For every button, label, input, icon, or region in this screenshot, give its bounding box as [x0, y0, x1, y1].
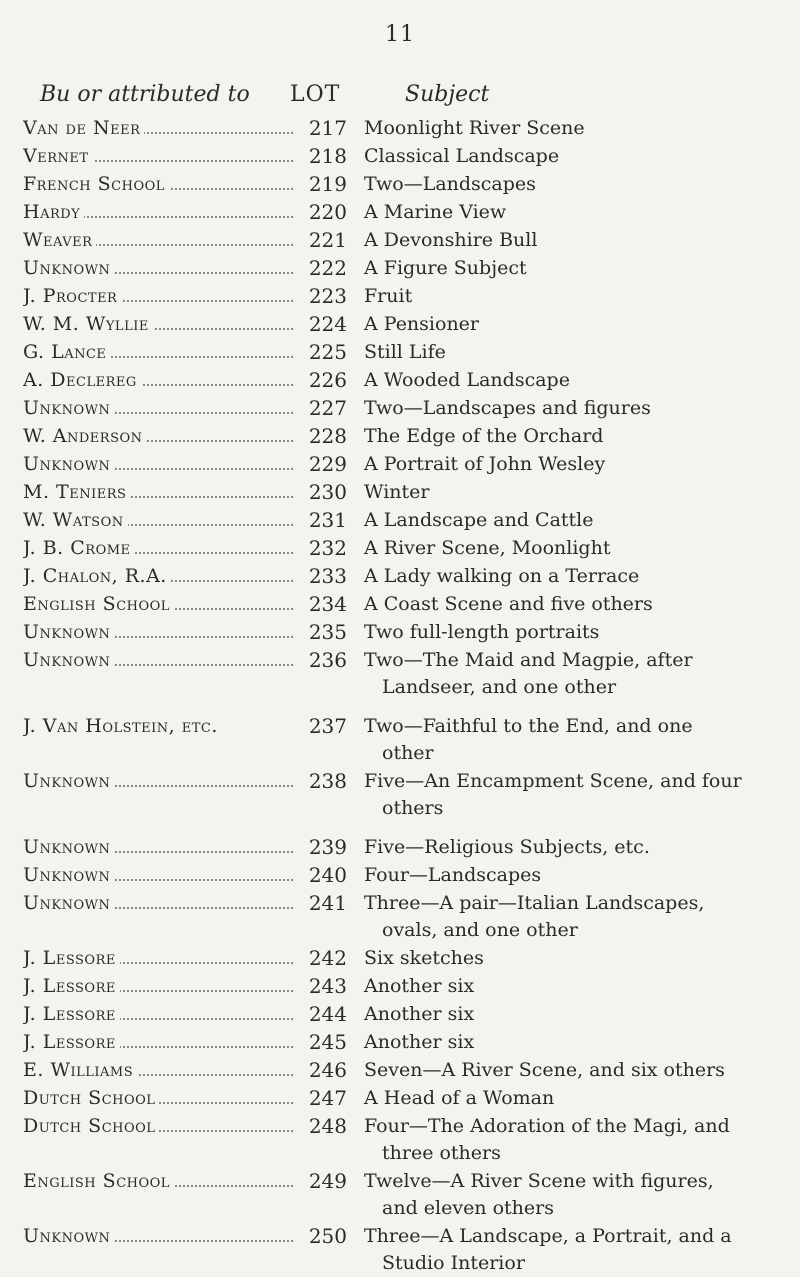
lot-row [0, 889, 800, 944]
subject-cell [364, 562, 784, 590]
subject-text: Three—A pair—Italian Landscapes, [364, 892, 705, 914]
subject-text: Still Life [364, 341, 446, 363]
artist-cell [23, 1167, 293, 1195]
lot-number: 246 [308, 1058, 347, 1082]
subject-cell [364, 506, 784, 534]
subject-text: Three—A Landscape, a Portrait, and a [364, 1225, 732, 1247]
subject-text: A Coast Scene and five others [364, 593, 653, 615]
lot-number: 236 [308, 648, 347, 672]
lot-number: 226 [308, 368, 347, 392]
artist-column-header: Bu or attributed to [40, 82, 250, 107]
artist-name: Unknown [23, 257, 114, 279]
lot-number: 230 [308, 480, 347, 504]
artist-name: W. M. Wyllie [23, 313, 153, 335]
lot-number: 227 [308, 396, 347, 420]
lot-row [0, 338, 800, 366]
artist-name: G. Lance [23, 341, 110, 363]
subject-cell [364, 198, 784, 226]
artist-cell [23, 170, 293, 198]
column-headers [0, 82, 800, 112]
lot-row [0, 861, 800, 889]
subject-cell [364, 282, 784, 310]
subject-cell [364, 1084, 784, 1112]
subject-text: A Head of a Woman [364, 1087, 555, 1109]
subject-text: A Portrait of John Wesley [364, 453, 606, 475]
lot-row [0, 198, 800, 226]
subject-cell [364, 889, 784, 944]
subject-cell [364, 366, 784, 394]
subject-cell [364, 1056, 784, 1084]
subject-cell [364, 338, 784, 366]
artist-cell [23, 198, 293, 226]
subject-cell [364, 767, 784, 822]
artist-cell [23, 1056, 293, 1084]
artist-cell [23, 767, 293, 795]
subject-text: A River Scene, Moonlight [364, 537, 611, 559]
artist-name: English School [23, 1170, 174, 1192]
lot-number: 229 [308, 452, 347, 476]
lot-number: 247 [308, 1086, 347, 1110]
lot-row [0, 618, 800, 646]
artist-cell [23, 646, 293, 674]
lot-row [0, 972, 800, 1000]
artist-cell [23, 310, 293, 338]
artist-cell [23, 226, 293, 254]
lot-number: 235 [308, 620, 347, 644]
artist-cell [23, 861, 293, 889]
subject-continuation: and eleven others [382, 1197, 554, 1219]
subject-cell [364, 833, 784, 861]
artist-cell [23, 450, 293, 478]
lot-row [0, 1222, 800, 1277]
subject-column-header: Subject [405, 82, 490, 107]
lot-row [0, 1000, 800, 1028]
subject-text: A Wooded Landscape [364, 369, 570, 391]
lot-number: 239 [308, 835, 347, 859]
subject-text: Two—Landscapes and figures [364, 397, 651, 419]
lot-row [0, 944, 800, 972]
artist-cell [23, 1084, 293, 1112]
lot-number: 220 [308, 200, 347, 224]
lot-row [0, 282, 800, 310]
subject-text: A Pensioner [364, 313, 480, 335]
subject-text: Twelve—A River Scene with figures, [364, 1170, 714, 1192]
artist-cell [23, 1112, 293, 1140]
lot-row [0, 1167, 800, 1222]
artist-name: E. Williams [23, 1059, 137, 1081]
subject-cell [364, 1000, 784, 1028]
lot-row [0, 712, 800, 767]
lot-number: 242 [308, 946, 347, 970]
subject-text: A Marine View [364, 201, 507, 223]
artist-name: Unknown [23, 770, 114, 792]
lot-row [0, 226, 800, 254]
artist-name: Unknown [23, 864, 114, 886]
lot-row [0, 767, 800, 822]
subject-text: A Lady walking on a Terrace [364, 565, 640, 587]
subject-continuation: others [382, 797, 444, 819]
artist-name: French School [23, 173, 169, 195]
artist-cell [23, 422, 293, 450]
lot-number: 244 [308, 1002, 347, 1026]
artist-cell [23, 972, 293, 1000]
subject-cell [364, 1028, 784, 1056]
lot-row [0, 590, 800, 618]
subject-cell [364, 590, 784, 618]
subject-text: A Landscape and Cattle [364, 509, 594, 531]
artist-name: W. Anderson [23, 425, 147, 447]
artist-cell [23, 712, 293, 740]
lot-row [0, 646, 800, 701]
subject-cell [364, 226, 784, 254]
lot-row [0, 478, 800, 506]
artist-cell [23, 618, 293, 646]
lot-list [0, 114, 800, 1277]
subject-text: Four—The Adoration of the Magi, and [364, 1115, 730, 1137]
artist-name: A. Declereg [23, 369, 141, 391]
artist-name: Unknown [23, 892, 114, 914]
lot-number: 232 [308, 536, 347, 560]
subject-continuation: other [382, 742, 434, 764]
subject-cell [364, 114, 784, 142]
artist-cell [23, 478, 293, 506]
lot-row [0, 833, 800, 861]
artist-cell [23, 506, 293, 534]
artist-name: J. Lessore [23, 1031, 120, 1053]
artist-cell [23, 142, 293, 170]
artist-name: J. B. Crome [23, 537, 135, 559]
artist-name: Unknown [23, 649, 114, 671]
subject-cell [364, 1167, 784, 1222]
subject-cell [364, 394, 784, 422]
artist-name: W. Watson [23, 509, 128, 531]
artist-cell [23, 1222, 293, 1250]
lot-number: 225 [308, 340, 347, 364]
lot-number: 245 [308, 1030, 347, 1054]
lot-row [0, 1112, 800, 1167]
lot-number: 224 [308, 312, 347, 336]
lot-number: 221 [308, 228, 347, 252]
lot-number: 249 [308, 1169, 347, 1193]
artist-name: Vernet [23, 145, 93, 167]
lot-row [0, 422, 800, 450]
subject-cell [364, 534, 784, 562]
artist-cell [23, 534, 293, 562]
subject-text: Four—Landscapes [364, 864, 542, 886]
lot-row [0, 170, 800, 198]
subject-text: Classical Landscape [364, 145, 560, 167]
subject-text: Two full-length portraits [364, 621, 600, 643]
subject-cell [364, 944, 784, 972]
lot-number: 233 [308, 564, 347, 588]
subject-text: A Devonshire Bull [364, 229, 538, 251]
lot-row [0, 1056, 800, 1084]
subject-cell [364, 1222, 784, 1277]
lot-number: 231 [308, 508, 347, 532]
subject-text: Fruit [364, 285, 413, 307]
lot-number: 237 [308, 714, 347, 738]
lot-row [0, 1028, 800, 1056]
subject-cell [364, 310, 784, 338]
subject-text: Six sketches [364, 947, 484, 969]
artist-name: English School [23, 593, 174, 615]
subject-text: Seven—A River Scene, and six others [364, 1059, 725, 1081]
artist-name: Dutch School [23, 1115, 159, 1137]
subject-cell [364, 254, 784, 282]
subject-cell [364, 450, 784, 478]
artist-cell [23, 338, 293, 366]
artist-name: J. Lessore [23, 947, 120, 969]
subject-cell [364, 170, 784, 198]
artist-name: Weaver [23, 229, 96, 251]
subject-text: Two—The Maid and Magpie, after [364, 649, 693, 671]
artist-name: Unknown [23, 453, 114, 475]
subject-continuation: Landseer, and one other [382, 676, 617, 698]
subject-text: Another six [364, 975, 475, 997]
artist-name: J. Chalon, R.A. [23, 565, 171, 587]
artist-cell [23, 282, 293, 310]
lot-row [0, 254, 800, 282]
artist-name: Dutch School [23, 1087, 159, 1109]
artist-cell [23, 944, 293, 972]
lot-number: 228 [308, 424, 347, 448]
lot-number: 240 [308, 863, 347, 887]
subject-text: Another six [364, 1031, 475, 1053]
page-number: 11 [385, 22, 415, 47]
subject-text: Moonlight River Scene [364, 117, 585, 139]
artist-cell [23, 114, 293, 142]
subject-cell [364, 712, 784, 767]
lot-number: 248 [308, 1114, 347, 1138]
subject-cell [364, 1112, 784, 1167]
lot-number: 223 [308, 284, 347, 308]
subject-continuation: Studio Interior [382, 1252, 525, 1274]
lot-row [0, 114, 800, 142]
lot-row [0, 506, 800, 534]
artist-name: Unknown [23, 836, 114, 858]
lot-row [0, 394, 800, 422]
artist-cell [23, 366, 293, 394]
lot-number: 238 [308, 769, 347, 793]
lot-number: 217 [308, 116, 347, 140]
subject-text: Winter [364, 481, 430, 503]
artist-name: J. Van Holstein, etc. [23, 715, 222, 737]
artist-cell [23, 254, 293, 282]
lot-row [0, 310, 800, 338]
lot-number: 219 [308, 172, 347, 196]
subject-cell [364, 478, 784, 506]
artist-cell [23, 833, 293, 861]
lot-row [0, 1084, 800, 1112]
lot-number: 234 [308, 592, 347, 616]
artist-cell [23, 889, 293, 917]
lot-row [0, 562, 800, 590]
artist-name: J. Lessore [23, 975, 120, 997]
subject-text: Two—Faithful to the End, and one [364, 715, 693, 737]
subject-text: Five—Religious Subjects, etc. [364, 836, 650, 858]
lot-number: 222 [308, 256, 347, 280]
subject-text: The Edge of the Orchard [364, 425, 604, 447]
artist-cell [23, 590, 293, 618]
artist-cell [23, 1028, 293, 1056]
subject-cell [364, 142, 784, 170]
lot-number: 241 [308, 891, 347, 915]
subject-text: Two—Landscapes [364, 173, 536, 195]
artist-cell [23, 394, 293, 422]
lot-row [0, 366, 800, 394]
subject-continuation: ovals, and one other [382, 919, 578, 941]
artist-name: Unknown [23, 1225, 114, 1247]
artist-name: M. Teniers [23, 481, 130, 503]
artist-cell [23, 562, 293, 590]
subject-text: Five—An Encampment Scene, and four [364, 770, 742, 792]
subject-cell [364, 861, 784, 889]
artist-name: J. Procter [23, 285, 121, 307]
subject-cell [364, 422, 784, 450]
lot-row [0, 142, 800, 170]
lot-number: 243 [308, 974, 347, 998]
artist-name: Van de Neer [23, 117, 144, 139]
subject-cell [364, 646, 784, 701]
lot-number: 250 [308, 1224, 347, 1248]
artist-name: J. Lessore [23, 1003, 120, 1025]
subject-text: Another six [364, 1003, 475, 1025]
lot-number: 218 [308, 144, 347, 168]
artist-cell [23, 1000, 293, 1028]
lot-row [0, 450, 800, 478]
subject-cell [364, 618, 784, 646]
subject-text: A Figure Subject [364, 257, 527, 279]
lot-row [0, 534, 800, 562]
subject-continuation: three others [382, 1142, 501, 1164]
lot-column-header: LOT [290, 82, 341, 107]
artist-name: Unknown [23, 397, 114, 419]
artist-name: Hardy [23, 201, 84, 223]
subject-cell [364, 972, 784, 1000]
artist-name: Unknown [23, 621, 114, 643]
